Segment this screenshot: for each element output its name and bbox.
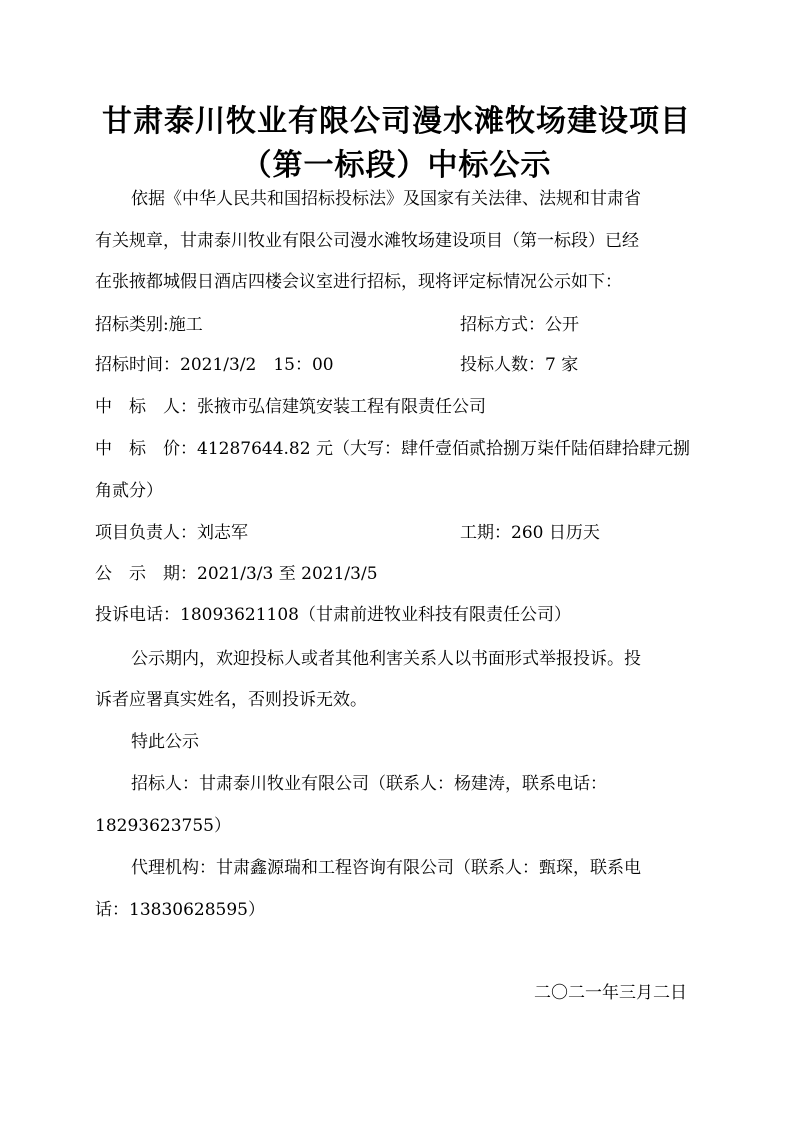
agency-line-2: 话：13830628595） bbox=[95, 900, 265, 920]
bidder-count: 投标人数：7 家 bbox=[460, 355, 579, 375]
tender-time: 招标时间：2021/3/2 15：00 bbox=[95, 355, 334, 375]
tender-method: 招标方式：公开 bbox=[460, 315, 579, 335]
title-line-2: （第一标段）中标公示 bbox=[241, 148, 552, 183]
title-line-1: 甘肃泰川牧业有限公司漫水滩牧场建设项目 bbox=[102, 104, 691, 139]
tenderer-line-2: 18293623755） bbox=[95, 816, 231, 836]
intro-line-1: 依据《中华人民共和国招标投标法》及国家有关法律、法规和甘肃省 bbox=[131, 189, 641, 209]
special-notice: 特此公示 bbox=[131, 732, 199, 752]
winning-price-line-2: 角贰分） bbox=[95, 481, 163, 501]
winning-bidder: 中 标 人：张掖市弘信建筑安装工程有限责任公司 bbox=[95, 397, 486, 417]
intro-line-2: 有关规章，甘肃泰川牧业有限公司漫水滩牧场建设项目（第一标段）已经 bbox=[95, 231, 639, 251]
construction-period: 工期：260 日历天 bbox=[460, 523, 600, 543]
notice-line-2: 诉者应署真实姓名，否则投诉无效。 bbox=[95, 690, 367, 710]
notice-line-1: 公示期内，欢迎投标人或者其他利害关系人以书面形式举报投诉。投 bbox=[131, 649, 641, 669]
project-manager: 项目负责人：刘志军 bbox=[95, 523, 248, 543]
tender-category: 招标类别:施工 bbox=[95, 315, 203, 335]
intro-line-3: 在张掖都城假日酒店四楼会议室进行招标，现将评定标情况公示如下： bbox=[95, 272, 622, 292]
winning-price-line-1: 中 标 价：41287644.82 元（大写：肆仟壹佰贰拾捌万柒仟陆佰肆拾肆元捌 bbox=[95, 439, 690, 459]
complaint-phone: 投诉电话：18093621108（甘肃前进牧业科技有限责任公司） bbox=[95, 605, 571, 625]
tenderer-line-1: 招标人：甘肃泰川牧业有限公司（联系人：杨建涛，联系电话： bbox=[131, 774, 607, 794]
agency-line-1: 代理机构：甘肃鑫源瑞和工程咨询有限公司（联系人：甄琛，联系电 bbox=[131, 858, 641, 878]
announcement-date: 二〇二一年三月二日 bbox=[534, 983, 687, 1003]
publicity-period: 公 示 期：2021/3/3 至 2021/3/5 bbox=[95, 564, 378, 584]
